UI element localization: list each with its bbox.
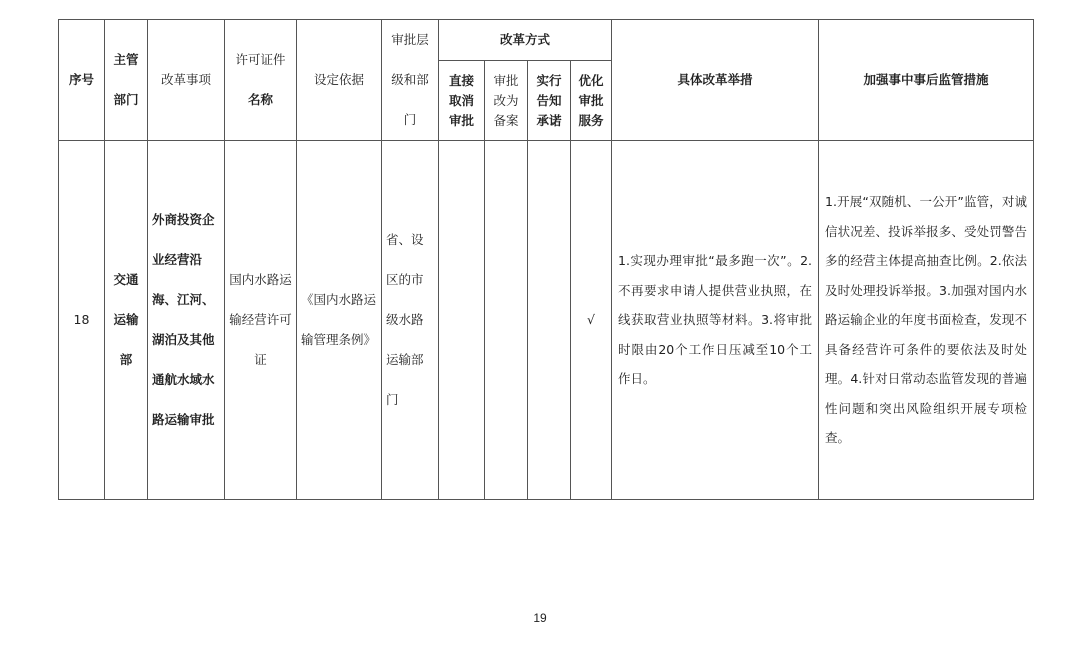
cell-supervision: 1.开展“双随机、一公开”监管，对诚信状况差、投诉举报多、受处罚警告多的经营主体提高抽查比例。2.依法及时处理投诉举报。3.加强对国内水路运输企业的年度书面检查，发现不具备经营许可条件的要依法及时处理。4.针对日常动态监管发现的普遍性问题和突出风险组织开展专项检查。 <box>819 141 1034 500</box>
cell-method-record <box>485 141 528 500</box>
header-supervision: 加强事中事后监管措施 <box>819 20 1034 141</box>
header-method-optimize: 优化审批服务 <box>571 61 612 141</box>
header-basis: 设定依据 <box>297 20 382 141</box>
cell-method-optimize: √ <box>571 141 612 500</box>
cell-license: 国内水路运输经营许可证 <box>225 141 297 500</box>
reform-table <box>58 19 1034 500</box>
header-dept: 主管部门 <box>105 20 148 141</box>
cell-item: 外商投资企业经营沿海、江河、湖泊及其他通航水域水路运输审批 <box>148 141 225 500</box>
header-method-group: 改革方式 <box>439 20 612 61</box>
header-license-line1: 许可证件 <box>235 52 286 67</box>
header-level: 审批层级和部门 <box>382 20 439 141</box>
cell-basis: 《国内水路运输管理条例》 <box>297 141 382 500</box>
header-row <box>59 20 1034 61</box>
cell-level: 省、设区的市级水路运输部门 <box>382 141 439 500</box>
page-number: 19 <box>533 611 547 625</box>
header-license <box>225 20 297 141</box>
table-row <box>59 141 1034 500</box>
cell-seq: 18 <box>59 141 105 500</box>
header-measures: 具体改革举措 <box>612 20 819 141</box>
cell-method-cancel <box>439 141 485 500</box>
header-method-notify: 实行告知承诺 <box>528 61 571 141</box>
cell-measures: 1.实现办理审批“最多跑一次”。2.不再要求申请人提供营业执照，在线获取营业执照等材料。3.将审批时限由20个工作日压减至10个工作日。 <box>612 141 819 500</box>
header-method-cancel: 直接取消审批 <box>439 61 485 141</box>
header-seq: 序号 <box>59 20 105 141</box>
header-method-record: 审批改为备案 <box>485 61 528 141</box>
header-license-line2: 名称 <box>247 92 273 107</box>
cell-dept: 交通运输部 <box>105 141 148 500</box>
header-item: 改革事项 <box>148 20 225 141</box>
cell-method-notify <box>528 141 571 500</box>
